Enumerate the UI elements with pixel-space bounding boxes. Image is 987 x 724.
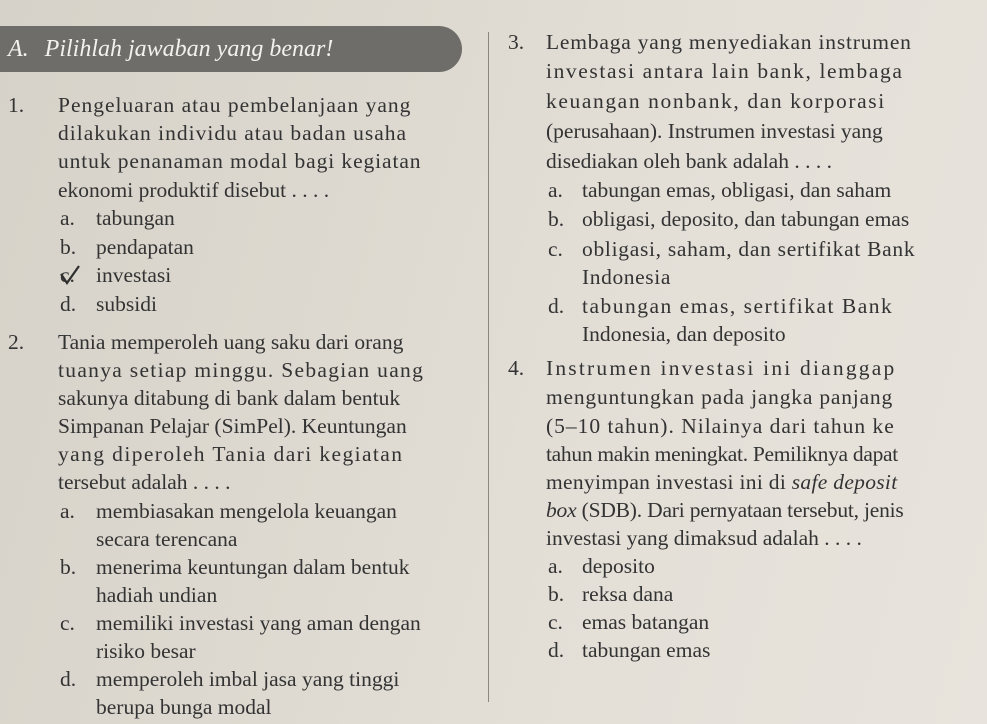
option-text: memiliki investasi yang aman dengan: [96, 611, 421, 635]
option-text: investasi: [96, 263, 172, 287]
option-text: Indonesia: [582, 265, 671, 289]
option-letter: b.: [548, 207, 565, 231]
option-text: hadiah undian: [96, 583, 218, 607]
question-text-line: investasi yang dimaksud adalah . . . .: [546, 526, 862, 550]
question-text-line: disediakan oleh bank adalah . . . .: [546, 149, 832, 173]
option-text: menerima keuntungan dalam bentuk: [96, 555, 410, 579]
option-letter: c.: [60, 611, 75, 635]
option-text: tabungan: [96, 206, 175, 230]
option-text: obligasi, saham, dan sertifikat Bank: [582, 237, 916, 261]
question-text-line: tahun makin meningkat. Pemiliknya dapat: [546, 442, 898, 466]
option-letter: b.: [60, 235, 77, 259]
question-text-line: dilakukan individu atau badan usaha: [58, 121, 408, 145]
question-text-line: Instrumen investasi ini dianggap: [546, 356, 897, 380]
option-letter: a.: [60, 206, 75, 230]
question-text-line: keuangan nonbank, dan korporasi: [546, 89, 886, 113]
option-letter: c.: [548, 237, 563, 261]
option-text: tabungan emas: [582, 638, 711, 662]
option-letter: a.: [548, 554, 563, 578]
question-text-line: (perusahaan). Instrumen investasi yang: [546, 119, 883, 143]
question-text-line: menguntungkan pada jangka panjang: [546, 385, 894, 409]
question-text-line: yang diperoleh Tania dari kegiatan: [58, 442, 404, 466]
option-letter: b.: [548, 582, 565, 606]
option-text: pendapatan: [96, 235, 194, 259]
option-text: berupa bunga modal: [96, 695, 272, 719]
option-text: secara terencana: [96, 527, 238, 551]
option-letter: d.: [548, 294, 565, 318]
question-text-line: ekonomi produktif disebut . . . .: [58, 178, 330, 202]
question-text-line: menyimpan investasi ini di safe deposit: [546, 470, 898, 494]
question-text-line: Lembaga yang menyediakan instrumen: [546, 30, 912, 54]
question-text-line: box (SDB). Dari pernyataan tersebut, jenis: [546, 498, 904, 522]
option-letter: c.: [548, 610, 563, 634]
option-text: subsidi: [96, 292, 157, 316]
question-text-line: (5–10 tahun). Nilainya dari tahun ke: [546, 414, 895, 438]
question-text-line: investasi antara lain bank, lembaga: [546, 59, 904, 83]
question-text-line: untuk penanaman modal bagi kegiatan: [58, 149, 422, 173]
section-title: Pilihlah jawaban yang benar!: [44, 36, 334, 62]
option-letter: d.: [548, 638, 565, 662]
question-number: 4.: [508, 356, 525, 380]
option-letter: c.: [60, 263, 75, 287]
option-text: tabungan emas, sertifikat Bank: [582, 294, 894, 318]
option-letter: d.: [60, 292, 77, 316]
section-header: [0, 26, 462, 72]
question-number: 1.: [8, 93, 25, 117]
option-letter: b.: [60, 555, 77, 579]
section-label: A.: [8, 36, 29, 62]
question-text-line: sakunya ditabung di bank dalam bentuk: [58, 386, 401, 410]
option-text: memperoleh imbal jasa yang tinggi: [96, 667, 400, 691]
question-number: 2.: [8, 330, 25, 354]
column-divider: [488, 32, 489, 702]
option-letter: d.: [60, 667, 77, 691]
question-text-line: Simpanan Pelajar (SimPel). Keuntungan: [58, 414, 407, 438]
question-text-line: Tania memperoleh uang saku dari orang: [58, 330, 404, 354]
option-text: risiko besar: [96, 639, 196, 663]
option-text: reksa dana: [582, 582, 674, 606]
option-text: deposito: [582, 554, 655, 578]
option-letter: a.: [60, 499, 75, 523]
question-text-line: tersebut adalah . . . .: [58, 470, 231, 494]
option-text: emas batangan: [582, 610, 710, 634]
option-letter: a.: [548, 178, 563, 202]
question-text-line: Pengeluaran atau pembelanjaan yang: [58, 93, 412, 117]
option-text: membiasakan mengelola keuangan: [96, 499, 397, 523]
option-text: tabungan emas, obligasi, dan saham: [582, 178, 892, 202]
option-text: Indonesia, dan deposito: [582, 322, 786, 346]
question-text-line: tuanya setiap minggu. Sebagian uang: [58, 358, 425, 382]
check-mark-icon: [58, 264, 82, 286]
option-text: obligasi, deposito, dan tabungan emas: [582, 207, 910, 231]
question-number: 3.: [508, 30, 525, 54]
